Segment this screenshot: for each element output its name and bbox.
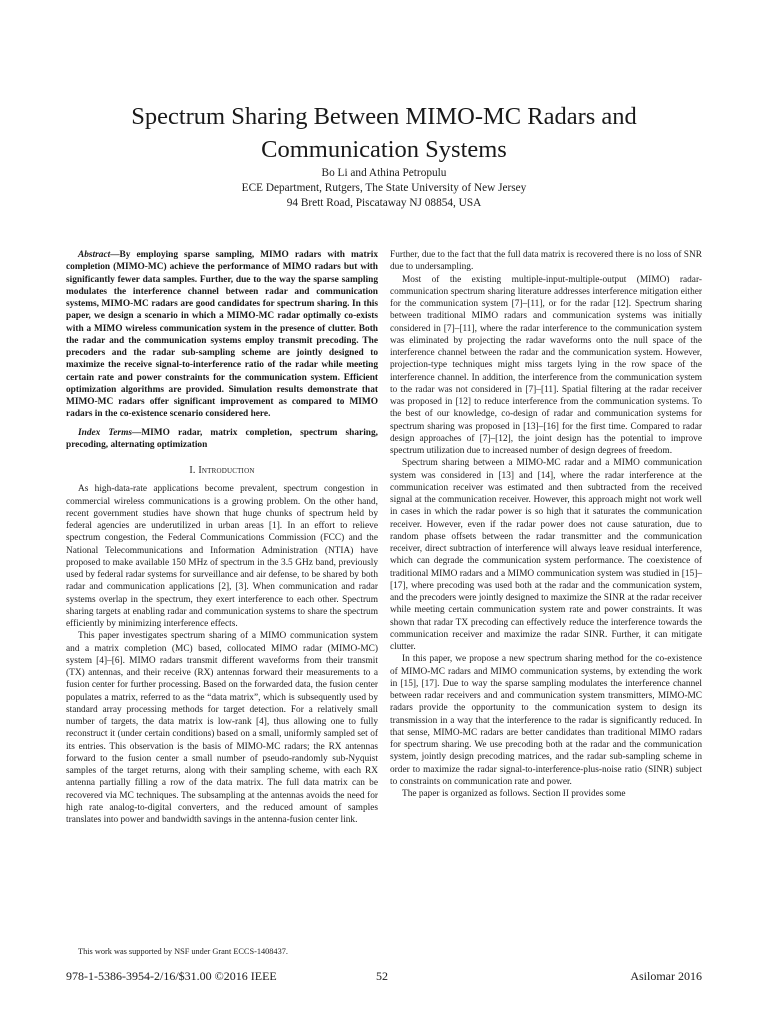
footer-copyright: 978-1-5386-3954-2/16/$31.00 ©2016 IEEE [66,969,277,983]
index-terms [66,427,378,452]
abstract-text: —By employing sparse sampling, MIMO radars with matrix completion (MIMO-MC) achieve the performance of MIMO radars but with significantly fewer data samples. Further, due to the way the sparse sampling modulates the interference channel between radar and communication systems, MIMO-MC radars are good candidates for spectrum sharing. In this paper, we design a scenario in which a MIMO-MC radar optimally co-exists with a MIMO wireless communication system in the presence of clutter. Both the radar and the communication systems employ transmit precoding. The precoders and the radar sub-sampling scheme are jointly designed to maximize the receive signal-to-interference ratio of the radar while meeting certain rate and power constraints for the communication system. Efficient optimization algorithms are provided. Simulation results demonstrate that MIMO-MC radars offer significant improvement as compared to MIMO radars in the co-existence scenario considered here. [66,250,378,420]
intro-paragraph-1: As high-data-rate applications become prevalent, spectrum congestion in commercial wireless communications is a growing problem. On the other hand, recent government studies have shown that huge chunks of spectrum held by federal agencies are underutilized in urban areas [1]. In an effort to relieve spectrum congestion, the Federal Communications Commission (FCC) and the National Telecommunications and Information Administration (NTIA) have proposed to make available 150 MHz of spectrum in the 3.5 GHz band, previously used by federal radar systems for surveillance and air defense, to be shared by both radar and communication applications [2], [3]. When communication and radar systems overlap in the spectrum, they exert interference to each other. Spectrum sharing targets at enabling radar and communication systems to share the spectrum efficiently by minimizing interference effects. [66,484,378,629]
right-paragraph-4: The paper is organized as follows. Section II provides some [402,789,626,799]
footer-venue: Asilomar 2016 [630,969,702,983]
paper-title [60,100,708,166]
intro-paragraph-2: This paper investigates spectrum sharing of a MIMO communication system and a matrix completion (MC) based, collocated MIMO radar (MIMO-MC) system [4]–[6]. MIMO radars transmit different waveforms from their transmit (TX) antennas, and their receive (RX) antennas forward their measurements to a fusion center for further processing. Based on the forwarded data, the fusion center populates a matrix, referred to as the “data matrix”, which is subsequently used by standard array processing methods for target detection. For a relatively small number of targets, the data matrix is low-rank [4], thus allowing one to fully reconstruct it (under certain conditions) based on a small, uniformly sampled set of its entries. This observation is the basis of MIMO-MC radars; the RX antennas forward to the fusion center a small number of pseudo-randomly sub-Nyquist samples of the target returns, along with their sampling scheme, with each RX antenna partially filling a row of the data matrix. The full data matrix can be recovered via MC techniques. The subsampling at the antennas avoids the need for high rate analog-to-digital converters, and the reduced amount of samples translates into power and bandwidth savings in the antenna-fusion center link. [66,631,378,825]
title-line-1: Spectrum Sharing Between MIMO-MC Radars and [131,103,637,130]
left-column [66,249,378,826]
funding-footnote: This work was supported by NSF under Grant ECCS-1408437. [78,947,288,956]
right-paragraph-1: Most of the existing multiple-input-multiple-output (MIMO) radar-communication spectrum sharing literature addresses interference mitigation either for the communication system [7]–[11], or for the radar [12]. Spectrum sharing between traditional MIMO radars and communication systems was initially considered in [7]–[11], where the radar interference to the communication system was eliminated by projecting the radar waveforms onto the null space of the interference channel between the radar and the communication system. However, projection-type techniques might miss targets lying in the row space of the interference channel. In addition, the interference from the communication system to the radar was not considered in [7]–[11]. Spatial filtering at the radar receiver was proposed in [12] to reduce interference from the communication systems. To the best of our knowledge, co-design of radar and communication systems for spectrum sharing was proposed in [13]–[16] for the first time. Compared to radar design approaches of [7]–[12], the joint design has the potential to improve spectrum utilization due to increased number of design degrees of freedom. [390,274,702,456]
author-affiliation: ECE Department, Rutgers, The State University of New Jersey [241,182,527,194]
section-heading-introduction: I. Introduction [189,465,255,476]
author-names: Bo Li and Athina Petropulu [321,167,447,179]
author-block [60,166,708,211]
author-address: 94 Brett Road, Piscataway NJ 08854, USA [286,197,482,209]
right-paragraph-3: In this paper, we propose a new spectrum sharing method for the co-existence of MIMO-MC radars and MIMO communication systems, by extending the work in [15], [17]. Due to way the sparse sampling modulates the interference channel between radar receivers and and communication system transmitters, MIMO-MC radars provide the opportunity to the communication system to design its transmission in a way that the interference to the radar is significantly reduced. In that sense, MIMO-MC radars are better candidates than traditional MIMO radars for spectrum sharing. We use precoding both at the radar and the communication system, jointly design precoding matrices, and the radar sub-sampling scheme in order to maximize the radar signal-to-interference-plus-noise ratio (SINR) subject to constraints on communication rate and power. [390,654,702,787]
index-terms-text: —MIMO radar, matrix completion, spectrum sharing, precoding, alternating optimization [66,427,378,450]
right-paragraph-2: Spectrum sharing between a MIMO-MC radar and a MIMO communication system was considered in [13] and [14], where the radar interference at the communication receiver was estimated and then subtracted from the received signal at the communication receiver. However, this approach might not work well in cases in which the radar power is so high that it saturates the communication receiver. However, even if the radar power does not cause saturation, due to random phase offsets between the radar transmitter and the communication receiver, direct subtraction of interference will always leave residual interference, which can degrade the communication system performance. The coexistence of traditional MIMO radars and a MIMO communication system was studied in [15]–[17], where precoding was used both at the radar and the communication system, and the precoders were jointly designed to maximize the SINR at the radar receiver while meeting certain communication system rate and power constraints. It was shown that radar TX precoding can effectively reduce the interference towards the communication receiver and maximize the radar SINR. Further, it can mitigate clutter. [390,458,702,652]
abstract [66,249,378,421]
footer-page-number: 52 [376,969,388,983]
title-line-2: Communication Systems [261,136,507,163]
abstract-lead: Abstract [78,250,111,260]
right-paragraph-0: Further, due to the fact that the full data matrix is recovered there is no loss of SNR due to undersampling. [390,250,702,273]
right-column [390,249,702,800]
index-terms-lead: Index Terms [78,427,132,438]
